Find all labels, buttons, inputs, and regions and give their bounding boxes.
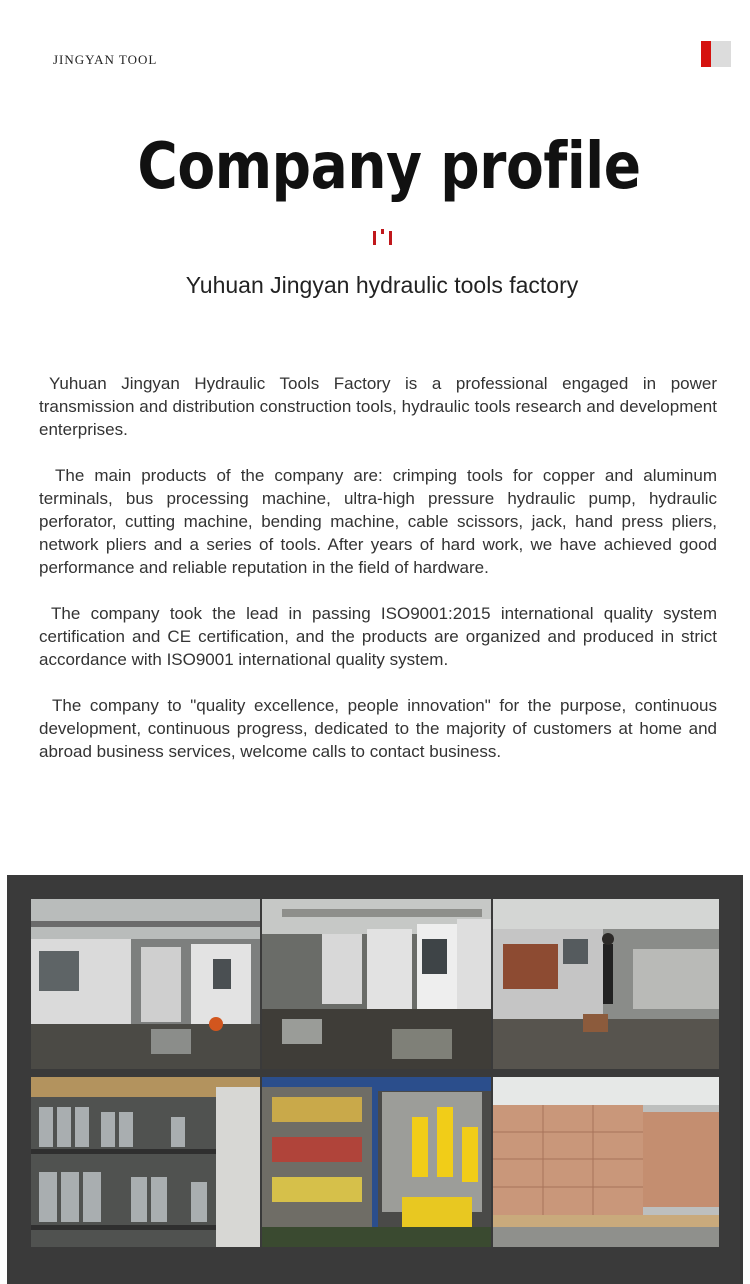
tool-storage-racks-photo [262, 1077, 491, 1247]
machining-center-photo [262, 899, 491, 1069]
brand-name: JINGYAN TOOL [53, 52, 158, 67]
paragraph-purpose: The company to "quality excellence, people innovation" for the purpose, continuous development, continuous progress, dedicated to the majority of customers at home and abroad business services, welcome calls to contact business. [39, 696, 717, 761]
page-subtitle: Yuhuan Jingyan hydraulic tools factory [185, 272, 579, 298]
factory-photo-panel [7, 875, 743, 1284]
lathe-operator-photo [493, 899, 719, 1069]
paragraph-products: The main products of the company are: crimping tools for copper and aluminum terminals, bus processing machine, ultra-high pressure hydraulic pump, hydraulic perforator, cutting machine, bending machine, cable scissors, jack, hand press pliers, network pliers and a series of tools. After years of hard work, we have achieved good performance and reliable reputation in the field of hardware. [39, 466, 717, 577]
parts-shelves-photo [31, 1077, 260, 1247]
cnc-workshop-photo [31, 899, 260, 1069]
page-title: Company profile [137, 130, 641, 204]
corner-mark-icon [701, 41, 731, 67]
paragraph-certification: The company took the lead in passing ISO9001:2015 international quality system certification and CE certification, and the products are organized and produced in strict accordance with ISO9001 international quality system. [39, 604, 717, 669]
divider-icon [373, 229, 393, 245]
profile-text [39, 372, 717, 786]
paragraph-intro: Yuhuan Jingyan Hydraulic Tools Factory is a professional engaged in power transmission and distribution construction tools, hydraulic tools research and development enterprises. [39, 374, 717, 439]
packed-pallets-photo [493, 1077, 719, 1247]
